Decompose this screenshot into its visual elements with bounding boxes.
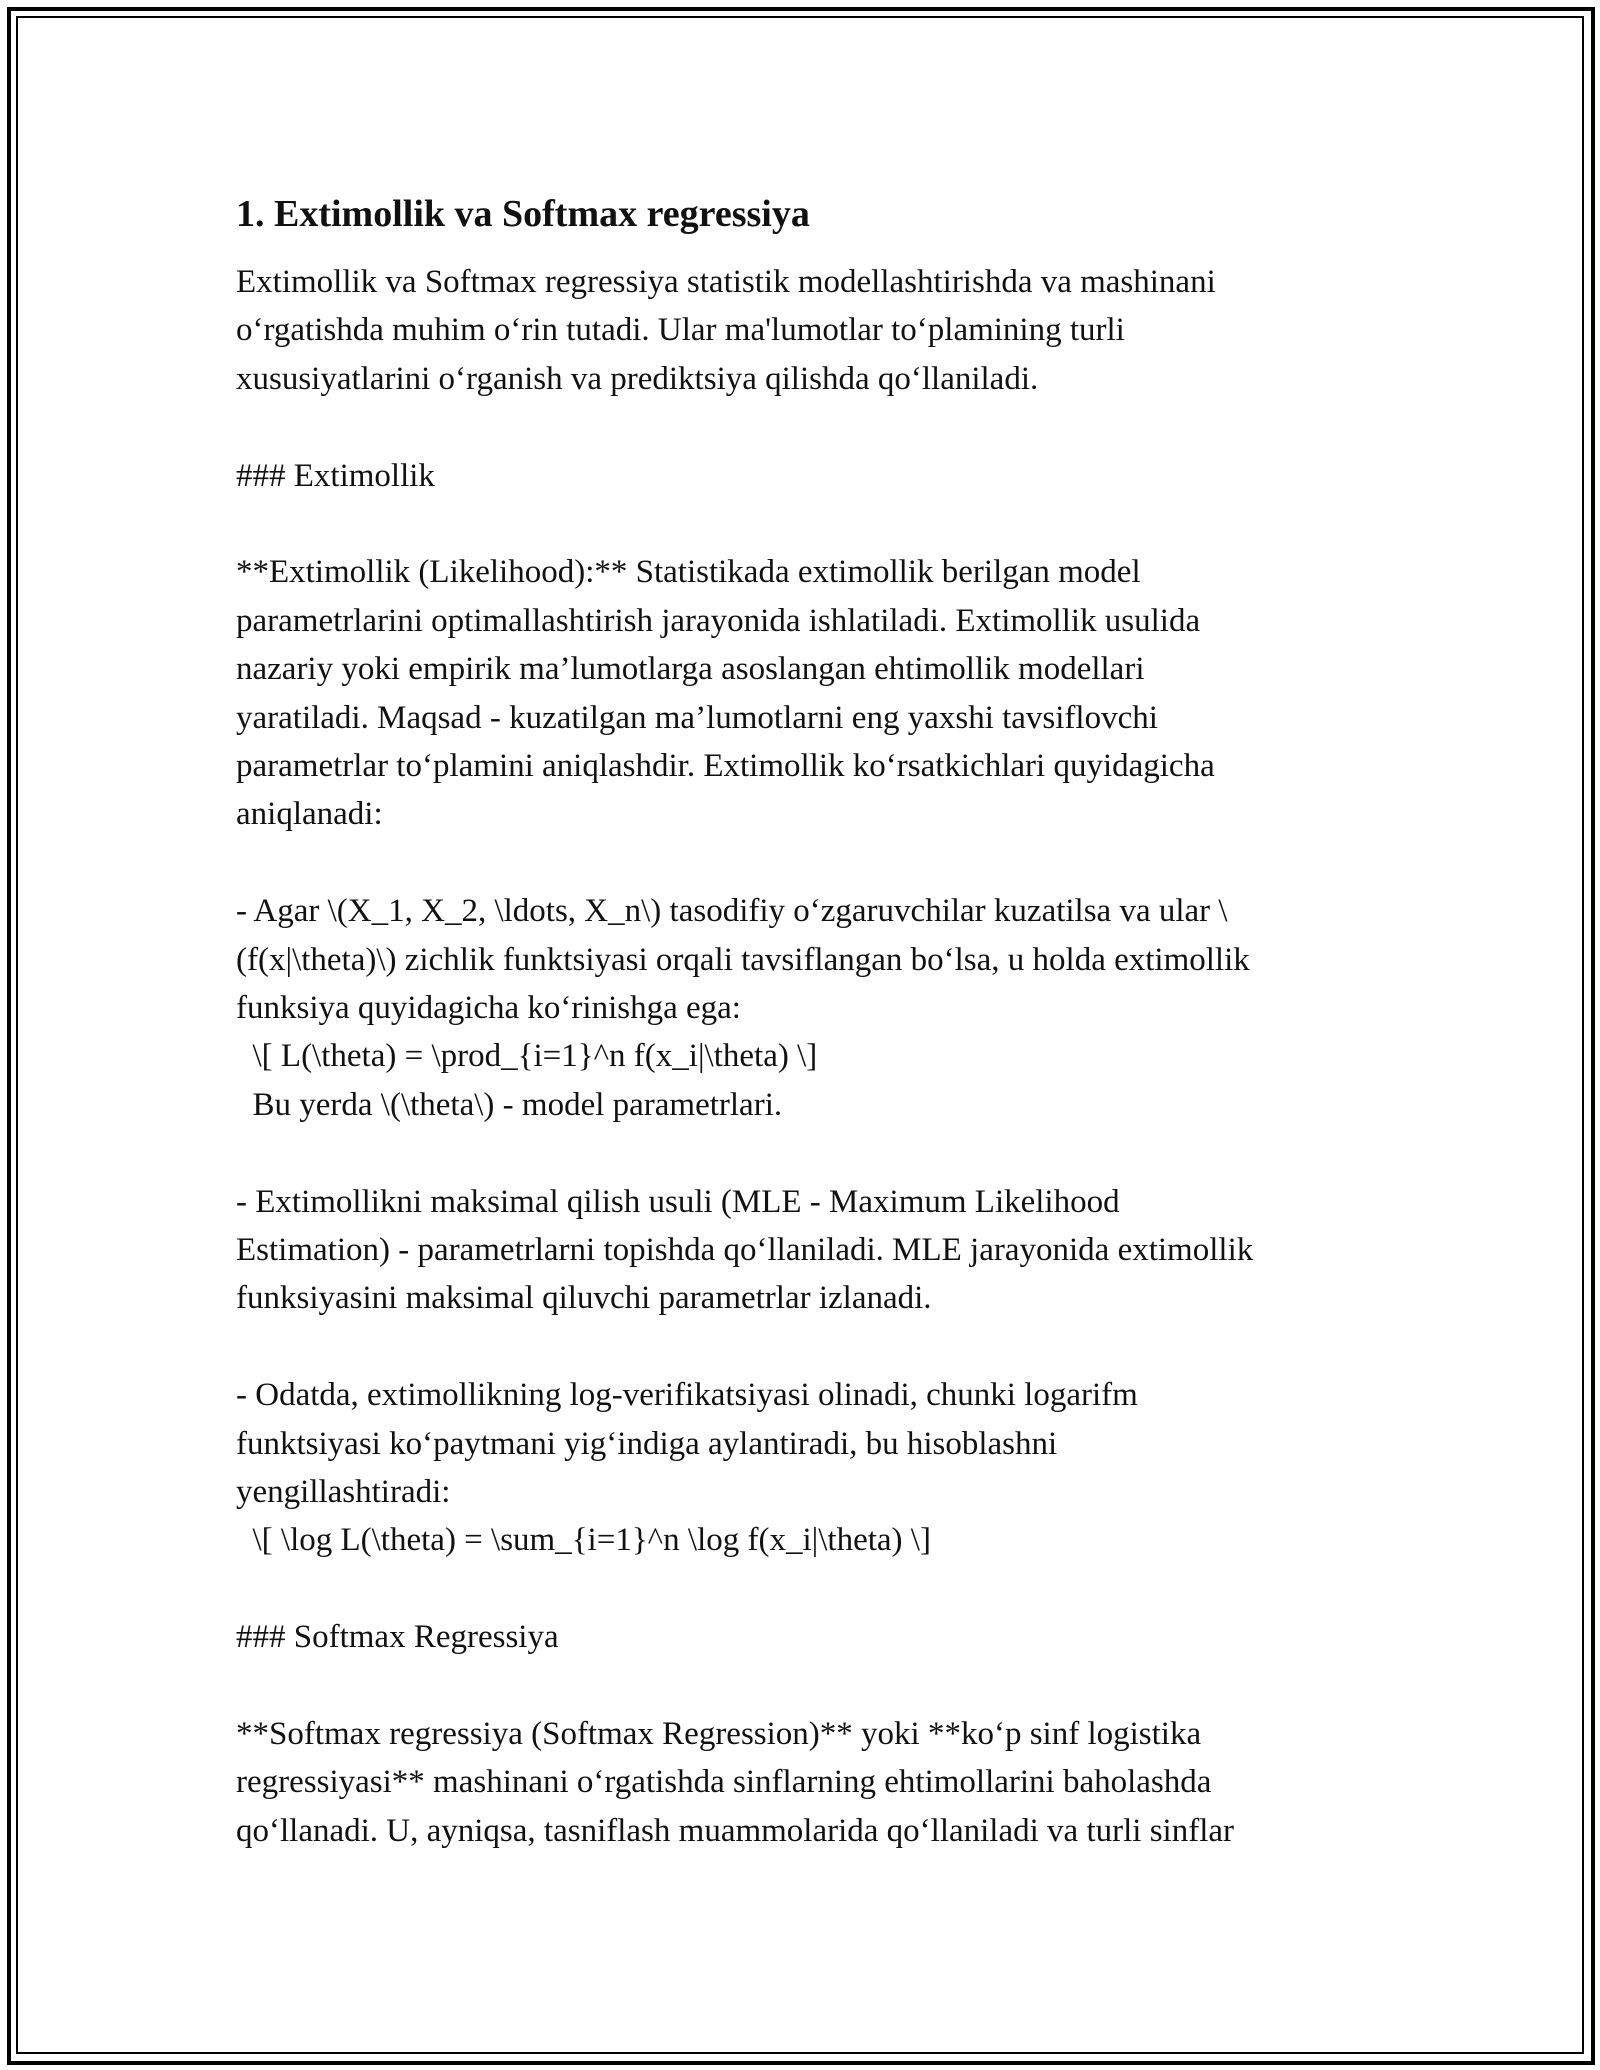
text-line: - Odatda, extimollikning log-verifikatsiyasi olinadi, chunki logarifm: [236, 1377, 1138, 1414]
text-line: **Extimollik (Likelihood):** Statistikada extimollik berilgan model: [236, 554, 1141, 591]
text-line: funksiyasini maksimal qiluvchi parametrlar izlanadi.: [236, 1280, 932, 1317]
blank-line: [236, 1323, 1386, 1371]
text-line: funktsiyasi ko‘paytmani yig‘indiga aylantiradi, bu hisoblashni: [236, 1425, 1058, 1462]
text-line: regressiyasi** mashinani o‘rgatishda sinflarning ehtimollarini baholashda: [236, 1764, 1212, 1801]
document-text: [236, 258, 1386, 1855]
text-line: yengillashtiradi:: [236, 1474, 451, 1511]
text-line: - Extimollikni maksimal qilish usuli (MLE - Maximum Likelihood: [236, 1183, 1120, 1220]
blank-line: [236, 1129, 1386, 1177]
text-line: xususiyatlarini o‘rganish va prediktsiya qilishda qo‘llaniladi.: [236, 360, 1039, 397]
text-line: ### Extimollik: [236, 457, 435, 494]
text-line: parametrlar to‘plamini aniqlashdir. Extimollik ko‘rsatkichlari quyidagicha: [236, 748, 1215, 785]
blank-line: [236, 1565, 1386, 1613]
text-line: qo‘llanadi. U, ayniqsa, tasniflash muammolarida qo‘llaniladi va turli sinflar: [236, 1812, 1234, 1849]
blank-line: [236, 1662, 1386, 1710]
text-line: Extimollik va Softmax regressiya statistik modellashtirishda va mashinani: [236, 264, 1216, 300]
text-line: - Agar \(X_1, X_2, \ldots, X_n\) tasodifiy o‘zgaruvchilar kuzatilsa va ular \: [236, 893, 1228, 930]
text-line: aniqlanadi:: [236, 796, 383, 833]
text-line: yaratiladi. Maqsad - kuzatilgan ma’lumotlarni eng yaxshi tavsiflovchi: [236, 699, 1158, 736]
document-title: 1. Extimollik va Softmax regressiya: [236, 193, 810, 235]
text-line: **Softmax regressiya (Softmax Regression)** yoki **ko‘p sinf logistika: [236, 1716, 1202, 1753]
document-body: [236, 186, 1386, 1855]
blank-line: [236, 839, 1386, 887]
blank-line: [236, 403, 1386, 451]
blank-line: [236, 500, 1386, 548]
text-line: \[ \log L(\theta) = \sum_{i=1}^n \log f(x_i|\theta) \]: [236, 1522, 931, 1559]
text-line: parametrlarini optimallashtirish jarayonida ishlatiladi. Extimollik usulida: [236, 602, 1201, 639]
text-line: (f(x|\theta)\) zichlik funktsiyasi orqali tavsiflangan bo‘lsa, u holda extimollik: [236, 941, 1250, 978]
text-line: o‘rgatishda muhim o‘rin tutadi. Ular ma'lumotlar to‘plamining turli: [236, 312, 1125, 349]
text-line: Bu yerda \(\theta\) - model parametrlari.: [236, 1086, 783, 1123]
text-line: funksiya quyidagicha ko‘rinishga ega:: [236, 990, 741, 1027]
text-line: Estimation) - parametrlarni topishda qo‘llaniladi. MLE jarayonida extimollik: [236, 1232, 1254, 1269]
text-line: \[ L(\theta) = \prod_{i=1}^n f(x_i|\theta) \]: [236, 1038, 818, 1075]
text-line: ### Softmax Regressiya: [236, 1619, 559, 1656]
text-line: nazariy yoki empirik ma’lumotlarga asoslangan ehtimollik modellari: [236, 651, 1145, 688]
